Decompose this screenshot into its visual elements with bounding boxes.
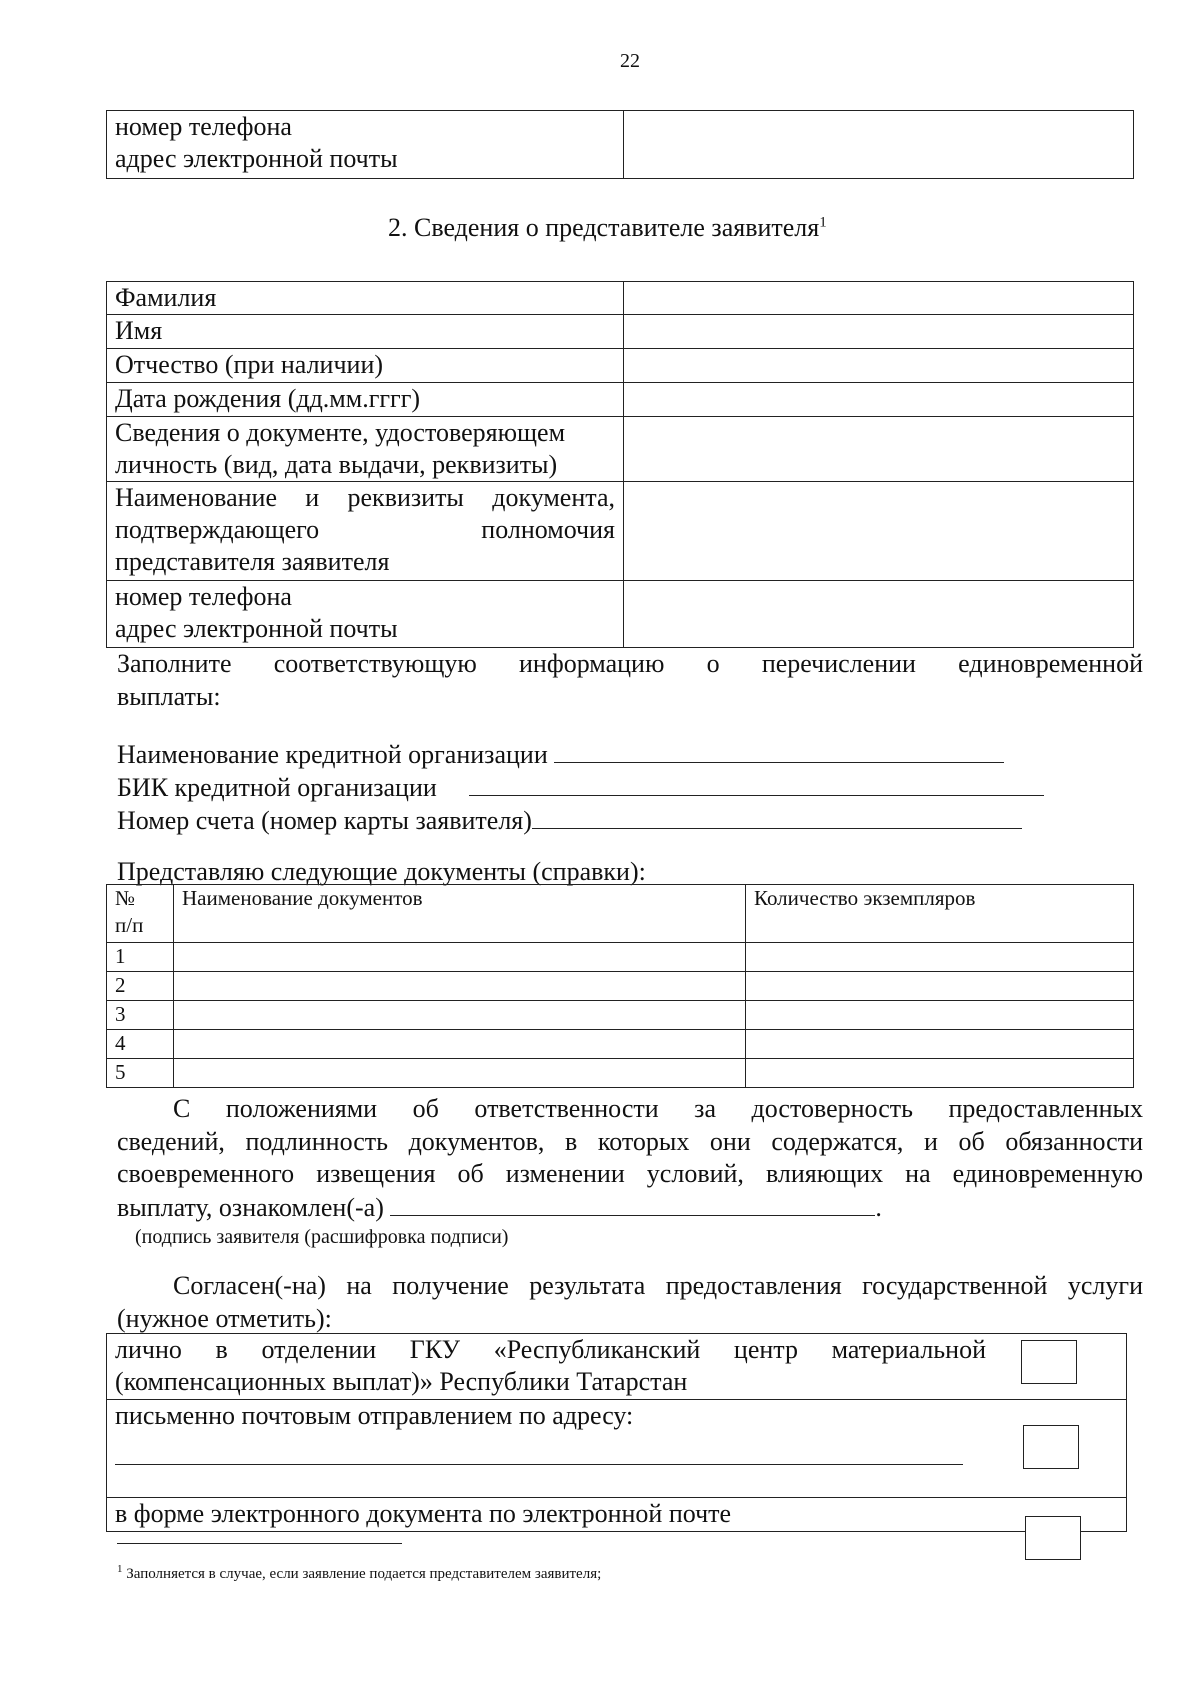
doc-name-field[interactable]	[174, 1001, 746, 1030]
row-num: 5	[107, 1059, 174, 1088]
col-num-line2: п/п	[115, 913, 144, 937]
id-document-field[interactable]	[624, 417, 1134, 482]
doc-qty-field[interactable]	[746, 1001, 1134, 1030]
doc-qty-field[interactable]	[746, 943, 1134, 972]
ack-line4-row	[117, 1191, 1143, 1225]
payment-intro-line2: выплаты:	[117, 681, 221, 711]
consent-line2: (нужное отметить):	[117, 1303, 332, 1333]
row-patronymic-label: Отчество (при наличии)	[107, 349, 624, 383]
ack-line3: своевременного извещения об изменении условий, влияющих на единовременную	[117, 1159, 1143, 1188]
row-authority-document-label	[107, 482, 624, 581]
row-num: 1	[107, 943, 174, 972]
col-num-line1: №	[115, 886, 136, 910]
surname-field[interactable]	[624, 282, 1134, 315]
option-by-post-label: письменно почтовым отправлением по адресу:	[115, 1401, 634, 1430]
bik-label: БИК кредитной организации	[117, 773, 437, 802]
section-2-footnote-mark: 1	[819, 214, 827, 231]
patronymic-field[interactable]	[624, 349, 1134, 383]
auth-doc-line2: подтверждающего полномочия	[115, 515, 615, 544]
ack-line4: выплату, ознакомлен(-а)	[117, 1192, 384, 1222]
signature-hint: (подпись заявителя (расшифровка подписи)	[135, 1226, 509, 1248]
payment-intro-line1: Заполните соответствующую информацию о перечислении единовременной	[117, 649, 1143, 678]
contact-phone-label: номер телефона	[115, 112, 292, 141]
bik-input[interactable]	[469, 771, 1044, 796]
bank-name-row	[117, 738, 1004, 772]
contact-label-cell	[107, 111, 624, 179]
consent-intro	[117, 1270, 1143, 1335]
footnote-mark: 1	[117, 1563, 123, 1575]
section-2-title-text: 2. Сведения о представителе заявителя	[388, 213, 820, 242]
row-num: 3	[107, 1001, 174, 1030]
row-name-label: Имя	[107, 315, 624, 349]
rep-phone-label: номер телефона	[115, 582, 292, 611]
row-id-document-label	[107, 417, 624, 482]
bank-name-label: Наименование кредитной организации	[117, 740, 548, 769]
signature-input[interactable]	[390, 1191, 875, 1216]
doc-name-field[interactable]	[174, 972, 746, 1001]
name-field[interactable]	[624, 315, 1134, 349]
account-row	[117, 804, 1022, 838]
checkbox-by-post[interactable]	[1023, 1425, 1079, 1469]
acknowledgement	[117, 1093, 1143, 1224]
contact-value-field[interactable]	[624, 111, 1134, 179]
row-num: 2	[107, 972, 174, 1001]
postal-address-input[interactable]	[115, 1440, 963, 1465]
section-2-title	[388, 213, 827, 243]
documents-table	[106, 884, 1134, 1088]
contact-table	[106, 110, 1134, 179]
doc-name-field[interactable]	[174, 943, 746, 972]
row-birth-date-label: Дата рождения (дд.мм.гггг)	[107, 383, 624, 417]
contact-email-label: адрес электронной почты	[115, 144, 398, 173]
option-in-person-line1: лично в отделении ГКУ «Республиканский центр материальной	[115, 1335, 986, 1364]
checkbox-by-email[interactable]	[1025, 1516, 1081, 1560]
representative-table	[106, 281, 1134, 648]
id-doc-line1: Сведения о документе, удостоверяющем	[115, 418, 566, 447]
account-label: Номер счета (номер карты заявителя)	[117, 806, 532, 835]
consent-options-table	[106, 1333, 1127, 1532]
option-by-email-label: в форме электронного документа по электронной почте	[115, 1499, 732, 1528]
authority-document-field[interactable]	[624, 482, 1134, 581]
bik-row	[117, 771, 1044, 805]
col-num-header	[107, 885, 174, 943]
option-by-email[interactable]	[107, 1498, 1127, 1532]
doc-qty-field[interactable]	[746, 1030, 1134, 1059]
id-doc-line2: личность (вид, дата выдачи, реквизиты)	[115, 450, 558, 479]
payment-intro	[117, 648, 1143, 713]
doc-name-field[interactable]	[174, 1059, 746, 1088]
ack-end-dot: .	[875, 1192, 882, 1222]
footnote	[117, 1563, 601, 1583]
checkbox-in-person[interactable]	[1021, 1340, 1077, 1384]
rep-email-label: адрес электронной почты	[115, 614, 398, 643]
option-in-person-line2: (компенсационных выплат)» Республики Татарстан	[115, 1367, 688, 1396]
doc-qty-field[interactable]	[746, 1059, 1134, 1088]
option-by-post[interactable]	[107, 1400, 1127, 1498]
auth-doc-line3: представителя заявителя	[115, 547, 390, 576]
col-name-header: Наименование документов	[174, 885, 746, 943]
auth-doc-line1: Наименование и реквизиты документа,	[115, 483, 615, 512]
ack-line2: сведений, подлинность документов, в которых они содержатся, и об обязанности	[117, 1126, 1143, 1156]
row-contacts-label	[107, 581, 624, 648]
ack-line1: С положениями об ответственности за достоверность предоставленных	[173, 1094, 1143, 1123]
documents-intro: Представляю следующие документы (справки):	[117, 857, 646, 886]
doc-name-field[interactable]	[174, 1030, 746, 1059]
page-number: 22	[620, 50, 640, 72]
col-qty-header: Количество экземпляров	[746, 885, 1134, 943]
row-num: 4	[107, 1030, 174, 1059]
consent-line1: Согласен(-на) на получение результата предоставления государственной услуги	[173, 1271, 1143, 1300]
footnote-text: Заполняется в случае, если заявление подается представителем заявителя;	[126, 1566, 602, 1582]
bank-name-input[interactable]	[554, 738, 1004, 763]
footnote-divider	[117, 1543, 402, 1544]
rep-contacts-field[interactable]	[624, 581, 1134, 648]
account-input[interactable]	[532, 804, 1022, 829]
row-surname-label: Фамилия	[107, 282, 624, 315]
option-in-person[interactable]	[107, 1334, 1127, 1400]
birth-date-field[interactable]	[624, 383, 1134, 417]
doc-qty-field[interactable]	[746, 972, 1134, 1001]
